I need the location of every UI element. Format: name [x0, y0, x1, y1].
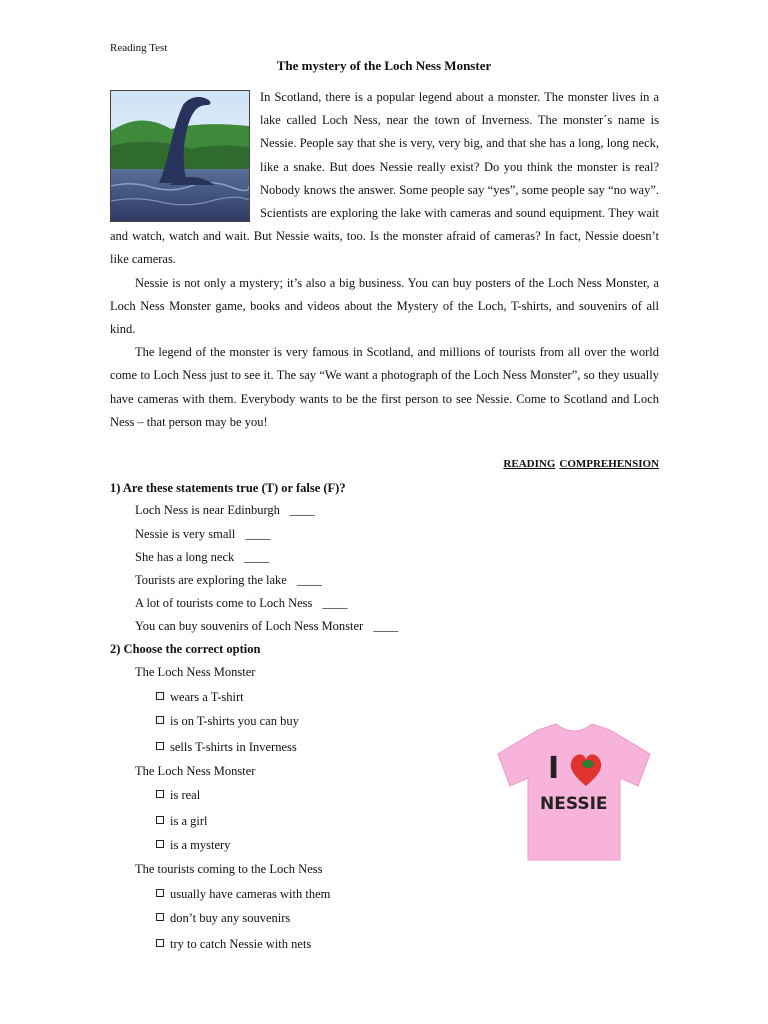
story-paragraph-1: In Scotland, there is a popular legend about a monster. The monster lives in a lake called Loch Ness, near the town of Inverness. The monster´s name is Nessie. People say that she is very, very big, and that she has a long, long neck, like a snake. But does Nessie really exist? Do you think the monster is real? Nobody knows the answer. Some people say “yes”, some people say “no way”. Scientists are exploring the lake with cameras and sound equipment. They wait and watch, watch and wait. But Nessie waits, too. Is the monster afraid of cameras? In fact, Nessie doesn’t like cameras. — [110, 90, 659, 267]
option-text: is a mystery — [170, 838, 231, 852]
heading-word-comprehension: COMPREHENSION — [559, 458, 659, 470]
option-text: is a girl — [170, 814, 208, 828]
option-item[interactable] — [156, 740, 297, 755]
statement-item — [135, 527, 270, 542]
checkbox-icon[interactable] — [156, 939, 164, 947]
statement-text: A lot of tourists come to Loch Ness — [135, 596, 313, 610]
question-stem: The Loch Ness Monster — [135, 764, 256, 778]
question-stem: The Loch Ness Monster — [135, 665, 256, 679]
story-paragraph-2: Nessie is not only a mystery; it’s also a big business. You can buy posters of the Loch Ness Monster, a Loch Ness Monster game, books and videos about the Mystery of the Loch, T-shirts, and souvenirs of all kind. — [110, 275, 659, 337]
option-text: don’t buy any souvenirs — [170, 911, 291, 925]
option-text: is on T-shirts you can buy — [170, 714, 299, 728]
answer-blank[interactable]: ____ — [244, 550, 270, 564]
tshirt-text-i: I — [548, 751, 560, 786]
document-title: The mystery of the Loch Ness Monster — [276, 58, 492, 73]
checkbox-icon[interactable] — [156, 716, 164, 724]
statement-text: Nessie is very small — [135, 527, 236, 541]
question-2-title: 2) Choose the correct option — [110, 642, 261, 656]
option-text: sells T-shirts in Inverness — [170, 740, 297, 754]
option-item[interactable] — [156, 911, 290, 926]
statement-text: She has a long neck — [135, 550, 235, 564]
image-spacer — [110, 86, 260, 224]
question-1-title: 1) Are these statements true (T) or false (F)? — [110, 481, 346, 495]
statement-item — [135, 503, 315, 518]
statement-item — [135, 550, 269, 565]
statement-text: Tourists are exploring the lake — [135, 573, 287, 587]
checkbox-icon[interactable] — [156, 840, 164, 848]
statement-item — [135, 619, 398, 634]
checkbox-icon[interactable] — [156, 913, 164, 921]
nessie-icon — [582, 760, 594, 768]
option-text: try to catch Nessie with nets — [170, 937, 312, 951]
checkbox-icon[interactable] — [156, 889, 164, 897]
statement-text: You can buy souvenirs of Loch Ness Monster — [135, 619, 364, 633]
checkbox-icon[interactable] — [156, 692, 164, 700]
tshirt-body — [498, 724, 650, 860]
story-text — [110, 86, 659, 434]
option-item[interactable] — [156, 838, 230, 853]
statement-item — [135, 596, 347, 611]
question-stem: The tourists coming to the Loch Ness — [135, 862, 323, 876]
option-item[interactable] — [156, 788, 200, 803]
heading-word-reading: READING — [503, 458, 556, 470]
statement-text: Loch Ness is near Edinburgh — [135, 503, 280, 517]
option-item[interactable] — [156, 887, 330, 902]
checkbox-icon[interactable] — [156, 790, 164, 798]
answer-blank[interactable]: ____ — [289, 503, 315, 517]
comprehension-heading — [503, 458, 659, 470]
option-item[interactable] — [156, 714, 299, 729]
option-item[interactable] — [156, 690, 244, 705]
statement-item — [135, 573, 322, 588]
option-item[interactable] — [156, 814, 208, 829]
option-text: usually have cameras with them — [170, 887, 331, 901]
answer-blank[interactable]: ____ — [373, 619, 399, 633]
checkbox-icon[interactable] — [156, 742, 164, 750]
answer-blank[interactable]: ____ — [296, 573, 322, 587]
header-label: Reading Test — [110, 42, 168, 54]
option-text: is real — [170, 788, 201, 802]
story-paragraph-3: The legend of the monster is very famous in Scotland, and millions of tourists from all over the world come to Loch Ness just to see it. The say “We want a photograph of the Loch Ness Monster”, so they usually have cameras with them. Everybody wants to be the first person to see Nessie. Come to Scotland and Loch Ness – that person may be you! — [110, 345, 659, 429]
tshirt-text-nessie: NESSIE — [540, 794, 608, 814]
answer-blank[interactable]: ____ — [322, 596, 348, 610]
answer-blank[interactable]: ____ — [245, 527, 271, 541]
tshirt-image — [490, 712, 658, 870]
checkbox-icon[interactable] — [156, 816, 164, 824]
option-item[interactable] — [156, 937, 311, 952]
option-text: wears a T-shirt — [170, 690, 244, 704]
